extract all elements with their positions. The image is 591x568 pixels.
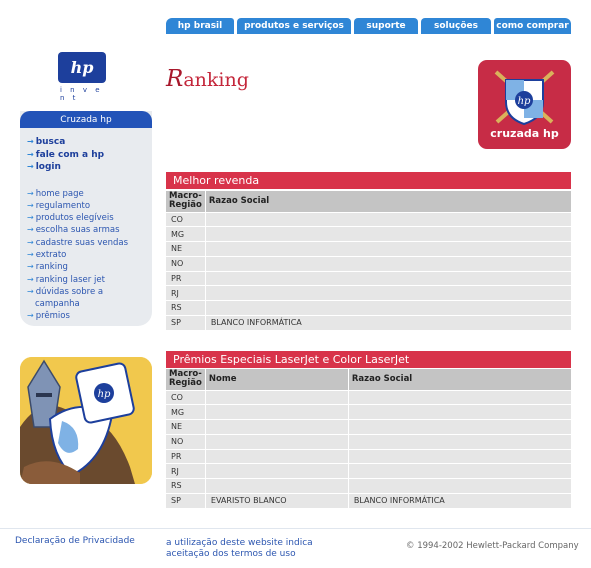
sidebar-item-label: produtos elegíveis bbox=[35, 213, 114, 224]
arrow-right-icon: → bbox=[27, 237, 34, 247]
svg-text:hp: hp bbox=[97, 389, 111, 400]
cell-macro: NE bbox=[166, 420, 205, 435]
melhor-revenda-header: Melhor revenda bbox=[166, 172, 571, 189]
cell-macro: CO bbox=[166, 212, 205, 227]
cell-macro: MG bbox=[166, 227, 205, 242]
table-row bbox=[166, 301, 571, 316]
terms-line: aceitação dos termos de uso bbox=[166, 549, 296, 559]
terms-link[interactable] bbox=[166, 538, 313, 560]
badge-label: cruzada hp bbox=[490, 127, 559, 140]
cell-razao bbox=[348, 449, 571, 464]
hp-logo-tagline: i n v e n t bbox=[60, 86, 103, 102]
arrow-right-icon: → bbox=[27, 249, 34, 259]
top-nav bbox=[166, 18, 571, 34]
premios-table bbox=[166, 369, 571, 508]
cell-macro: MG bbox=[166, 405, 205, 420]
arrow-right-icon: → bbox=[27, 162, 34, 171]
premios-header: Prêmios Especiais LaserJet e Color LaserJet bbox=[166, 351, 571, 368]
cell-macro: SP bbox=[166, 315, 205, 330]
cell-macro: NE bbox=[166, 242, 205, 257]
cell-macro: RJ bbox=[166, 286, 205, 301]
sidebar-link-label: fale com a hp bbox=[35, 149, 105, 160]
cell-macro: CO bbox=[166, 390, 205, 405]
table-row bbox=[166, 212, 571, 227]
cell-nome: EVARISTO BLANCO bbox=[205, 493, 348, 508]
sidebar-item-duvidas-cont[interactable] bbox=[27, 298, 152, 310]
column-header-nome: Nome bbox=[205, 369, 348, 390]
sidebar-item-extrato[interactable] bbox=[27, 249, 152, 261]
arrow-right-icon: → bbox=[27, 286, 34, 296]
sidebar-item-escolha-suas-armas[interactable] bbox=[27, 224, 152, 236]
hp-logo-mark bbox=[58, 52, 106, 83]
shield-swords-icon bbox=[478, 60, 571, 130]
column-header-razao-social: Razao Social bbox=[348, 369, 571, 390]
cell-razao bbox=[348, 479, 571, 494]
column-header-macro-regiao bbox=[166, 369, 205, 390]
cell-nome bbox=[205, 464, 348, 479]
sidebar-item-label: ranking bbox=[35, 262, 68, 273]
cell-nome bbox=[205, 434, 348, 449]
arrow-right-icon: → bbox=[27, 311, 34, 321]
page-title-initial: R bbox=[166, 66, 184, 92]
sidebar-primary-links bbox=[27, 136, 152, 174]
column-header-razao-social: Razao Social bbox=[205, 191, 571, 212]
arrow-right-icon: → bbox=[27, 149, 34, 159]
cell-macro: NO bbox=[166, 434, 205, 449]
table-row bbox=[166, 493, 571, 508]
column-header-macro-regiao bbox=[166, 191, 205, 212]
table-row bbox=[166, 420, 571, 435]
table-row bbox=[166, 405, 571, 420]
cell-nome bbox=[205, 405, 348, 420]
hp-logo-text: hp bbox=[70, 58, 94, 77]
footer-divider bbox=[0, 528, 591, 529]
table-row bbox=[166, 434, 571, 449]
table-row bbox=[166, 464, 571, 479]
tab-suporte[interactable]: suporte bbox=[354, 18, 418, 34]
sidebar-item-label: campanha bbox=[35, 299, 80, 310]
arrow-right-icon: → bbox=[27, 274, 34, 284]
cell-macro: RS bbox=[166, 479, 205, 494]
melhor-revenda-table bbox=[166, 191, 571, 330]
arrow-right-icon: → bbox=[27, 200, 34, 210]
arrow-right-icon: → bbox=[27, 262, 34, 272]
cell-razao: BLANCO INFORMÁTICA bbox=[348, 493, 571, 508]
tab-produtos-servicos[interactable]: produtos e serviços bbox=[237, 18, 351, 34]
sidebar-link-label: busca bbox=[35, 137, 66, 147]
cell-macro: SP bbox=[166, 493, 205, 508]
cell-macro: PR bbox=[166, 449, 205, 464]
tab-hp-brasil[interactable]: hp brasil bbox=[166, 18, 234, 34]
page-title bbox=[166, 66, 249, 92]
sidebar-link-login[interactable] bbox=[27, 161, 152, 174]
cruzada-hp-badge bbox=[478, 60, 571, 149]
tab-solucoes[interactable]: soluções bbox=[421, 18, 491, 34]
table-row bbox=[166, 286, 571, 301]
sidebar-item-home-page[interactable] bbox=[27, 188, 152, 200]
terms-line: a utilização deste website indica bbox=[166, 538, 313, 548]
arrow-right-icon: → bbox=[27, 137, 34, 146]
cell-razao bbox=[348, 420, 571, 435]
cell-razao bbox=[205, 242, 571, 257]
sidebar-item-produtos-elegiveis[interactable] bbox=[27, 212, 152, 224]
cell-razao bbox=[348, 405, 571, 420]
sidebar-item-ranking[interactable] bbox=[27, 261, 152, 273]
sidebar-link-busca[interactable] bbox=[27, 136, 152, 149]
cell-razao bbox=[348, 434, 571, 449]
sidebar-item-duvidas[interactable] bbox=[27, 286, 152, 298]
sidebar-link-fale-com-a-hp[interactable] bbox=[27, 149, 152, 162]
table-row bbox=[166, 479, 571, 494]
sidebar-item-label: cadastre suas vendas bbox=[35, 237, 129, 248]
cell-nome bbox=[205, 449, 348, 464]
cell-macro: NO bbox=[166, 256, 205, 271]
table-row bbox=[166, 315, 571, 330]
sidebar-item-label: dúvidas sobre a bbox=[35, 286, 104, 297]
sidebar-item-label: home page bbox=[35, 188, 84, 199]
cell-macro: RS bbox=[166, 301, 205, 316]
sidebar-item-label: extrato bbox=[35, 249, 67, 260]
table-row bbox=[166, 227, 571, 242]
sidebar-item-cadastre-suas-vendas[interactable] bbox=[27, 237, 152, 249]
column-header-text: Macro- bbox=[169, 191, 202, 202]
sidebar-links bbox=[27, 188, 152, 323]
copyright: © 1994-2002 Hewlett-Packard Company bbox=[406, 541, 579, 551]
cell-nome bbox=[205, 420, 348, 435]
cell-razao bbox=[205, 227, 571, 242]
cell-razao bbox=[205, 301, 571, 316]
page-title-rest: anking bbox=[183, 69, 249, 91]
table-row bbox=[166, 449, 571, 464]
cell-razao bbox=[348, 390, 571, 405]
hp-logo[interactable] bbox=[58, 52, 110, 102]
sidebar-link-label: login bbox=[35, 162, 61, 172]
knight-illustration bbox=[20, 357, 152, 484]
knight-icon bbox=[20, 357, 152, 484]
cell-razao bbox=[205, 212, 571, 227]
cell-macro: PR bbox=[166, 271, 205, 286]
cell-razao: BLANCO INFORMÁTICA bbox=[205, 315, 571, 330]
sidebar-item-premios[interactable] bbox=[27, 310, 152, 322]
table-row bbox=[166, 256, 571, 271]
column-header-text: Macro- bbox=[169, 369, 202, 380]
cell-razao bbox=[205, 271, 571, 286]
table-row bbox=[166, 390, 571, 405]
arrow-right-icon: → bbox=[27, 225, 34, 235]
privacy-link[interactable]: Declaração de Privacidade bbox=[15, 536, 135, 546]
column-header-text: Região bbox=[169, 200, 202, 211]
cell-razao bbox=[205, 286, 571, 301]
column-header-text: Região bbox=[169, 378, 202, 389]
cell-razao bbox=[205, 256, 571, 271]
sidebar-item-label: prêmios bbox=[35, 311, 70, 322]
tab-como-comprar[interactable]: como comprar bbox=[494, 18, 571, 34]
cell-razao bbox=[348, 464, 571, 479]
table-row bbox=[166, 271, 571, 286]
svg-text:hp: hp bbox=[517, 96, 531, 107]
cell-nome bbox=[205, 479, 348, 494]
sidebar bbox=[20, 111, 152, 326]
cell-nome bbox=[205, 390, 348, 405]
sidebar-item-label: ranking laser jet bbox=[35, 274, 105, 285]
sidebar-item-label: regulamento bbox=[35, 200, 91, 211]
arrow-right-icon: → bbox=[27, 213, 34, 223]
sidebar-title: Cruzada hp bbox=[20, 111, 152, 128]
sidebar-item-ranking-laser-jet[interactable] bbox=[27, 274, 152, 286]
sidebar-item-label: escolha suas armas bbox=[35, 225, 120, 236]
cell-macro: RJ bbox=[166, 464, 205, 479]
arrow-right-icon: → bbox=[27, 188, 34, 198]
table-row bbox=[166, 242, 571, 257]
sidebar-item-regulamento[interactable] bbox=[27, 200, 152, 212]
